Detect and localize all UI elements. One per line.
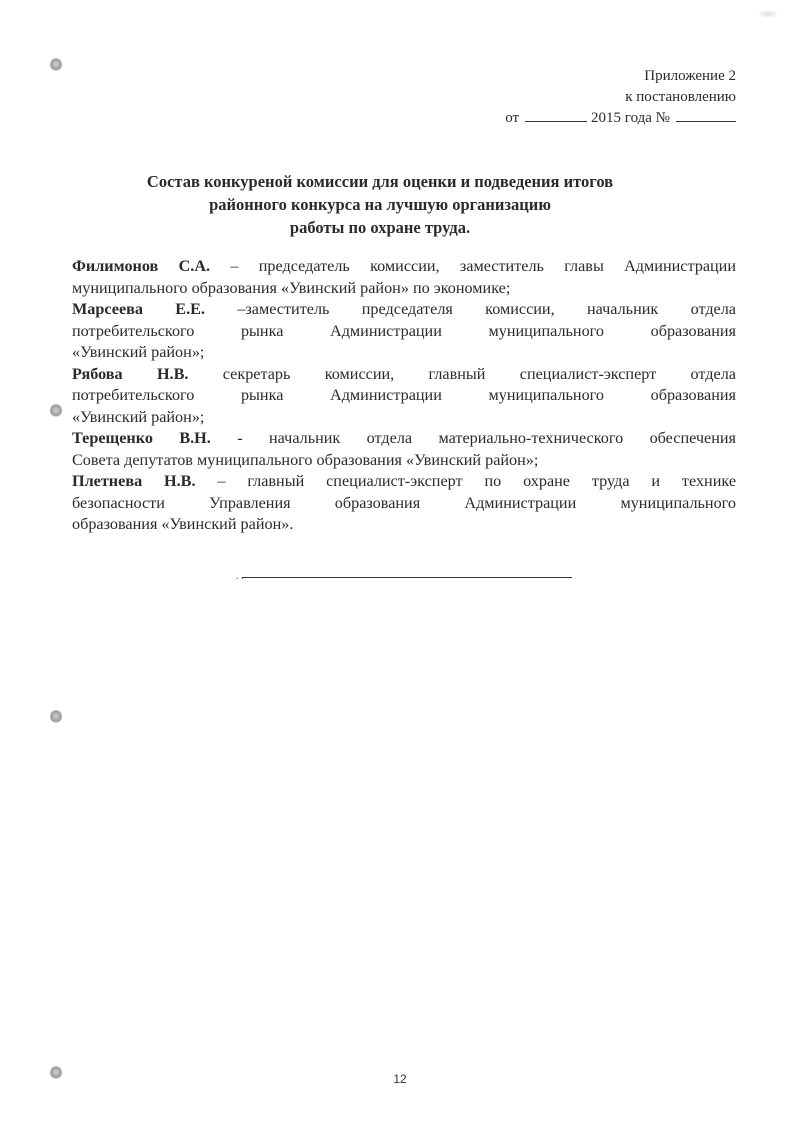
- member-role-continued: потребительского рынка Администрации муниципального образования: [72, 386, 736, 404]
- punch-hole-mark: [50, 710, 62, 724]
- end-rule-dots: . .: [236, 571, 244, 582]
- member-name: Плетнева Н.В.: [72, 472, 196, 490]
- commission-members-list: [72, 256, 736, 536]
- member-entry: [72, 471, 736, 536]
- date-year: 2015 года №: [591, 110, 670, 126]
- member-name: Марсеева Е.Е.: [72, 300, 205, 318]
- member-entry: [72, 428, 736, 471]
- member-role: –заместитель председателя комиссии, начальник отдела: [204, 300, 736, 318]
- member-first-line: [72, 364, 736, 386]
- resolution-date-line: [505, 108, 736, 129]
- title-line: Состав конкуреной комиссии для оценки и подведения итогов: [146, 172, 614, 191]
- member-role-continued: Совета депутатов муниципального образования «Увинский район»;: [72, 450, 539, 469]
- member-entry: [72, 299, 736, 364]
- member-name: Филимонов С.А.: [72, 257, 211, 275]
- page-number: 12: [393, 1072, 407, 1086]
- member-entry: [72, 364, 736, 429]
- member-name: Рябова Н.В.: [72, 364, 189, 383]
- appendix-label: Приложение 2: [644, 68, 736, 84]
- end-of-list-rule: [242, 577, 572, 578]
- document-title: [90, 170, 670, 239]
- member-role-continued: муниципального образования «Увинский район» по экономике;: [72, 278, 511, 297]
- date-prefix: от: [505, 110, 520, 126]
- member-first-line: [72, 299, 736, 321]
- member-role: – председатель комиссии, заместитель главы Администрации: [210, 257, 736, 275]
- member-name: Терещенко В.Н.: [72, 429, 211, 447]
- punch-hole-mark: [50, 58, 62, 72]
- number-blank: [676, 108, 736, 122]
- member-first-line: [72, 428, 736, 450]
- member-role: секретарь комиссии, главный специалист-эксперт отдела: [188, 364, 736, 383]
- member-role-continued: потребительского рынка Администрации муниципального образования: [72, 321, 736, 340]
- title-line: районного конкурса на лучшую организацию: [209, 195, 551, 214]
- punch-hole-mark: [50, 404, 62, 418]
- date-blank: [525, 108, 587, 122]
- appendix-header: [505, 66, 736, 129]
- member-first-line: [72, 256, 736, 278]
- member-role-continued: образования «Увинский район».: [72, 515, 294, 533]
- member-entry: [72, 256, 736, 299]
- resolution-reference: к постановлению: [625, 89, 736, 105]
- member-first-line: [72, 471, 736, 493]
- title-line: работы по охране труда.: [289, 218, 471, 237]
- member-role-continued: безопасности Управления образования Администрации муниципального: [72, 493, 736, 512]
- scan-smudge: [758, 10, 778, 18]
- member-role-continued: «Увинский район»;: [72, 343, 205, 361]
- member-role: - начальник отдела материально-технического обеспечения: [210, 429, 736, 447]
- member-role: – главный специалист-эксперт по охране труда и технике: [195, 472, 737, 490]
- member-role-continued: «Увинский район»;: [72, 407, 205, 426]
